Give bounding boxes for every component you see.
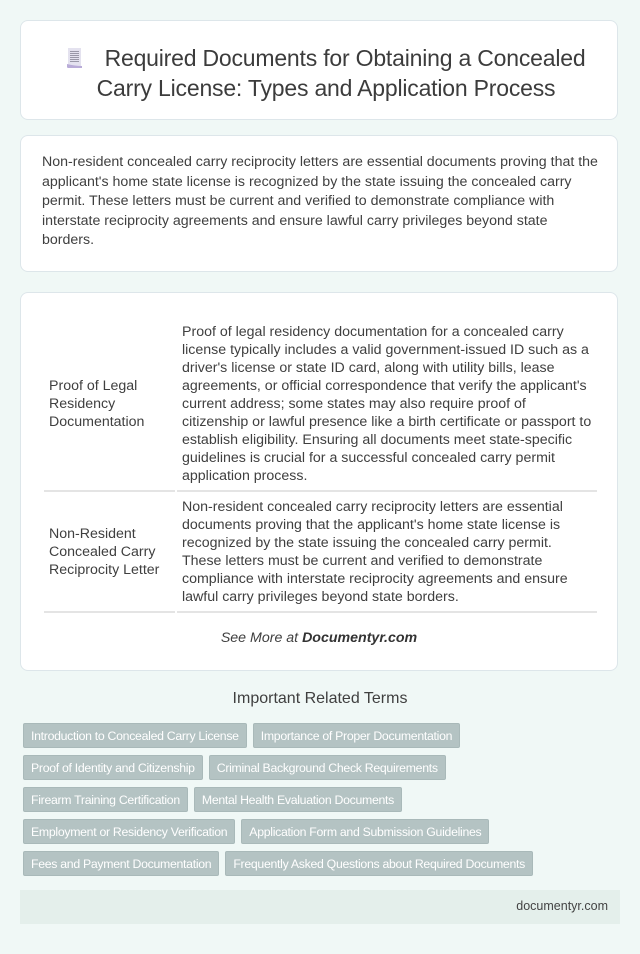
table-row xyxy=(44,317,597,492)
see-more-link[interactable]: Documentyr.com xyxy=(302,630,418,646)
tag-row xyxy=(23,787,583,812)
see-more-prefix: See More at xyxy=(220,630,303,646)
page-title-text: Required Documents for Obtaining a Concealed Carry License: Types and Application Process xyxy=(96,45,586,101)
document-name: Non-Resident Concealed Carry Reciprocity Letter xyxy=(44,492,175,613)
related-term-tag[interactable]: Proof of Identity and Citizenship xyxy=(23,755,203,780)
page-title xyxy=(45,43,607,103)
related-term-tag[interactable]: Importance of Proper Documentation xyxy=(253,723,460,748)
document-name: Proof of Legal Residency Documentation xyxy=(44,317,175,492)
related-term-tag[interactable]: Criminal Background Check Requirements xyxy=(209,755,446,780)
tag-row xyxy=(23,851,583,876)
related-term-tag[interactable]: Introduction to Concealed Carry License xyxy=(23,723,247,748)
related-term-tag[interactable]: Application Form and Submission Guidelines xyxy=(241,819,489,844)
document-description: Non-resident concealed carry reciprocity letters are essential documents proving that the applicant's home state license is recognized by the state issuing the concealed carry permit. These letters must be current and verified to demonstrate compliance with interstate reciprocity agreements and ensure lawful carry privileges beyond state borders. xyxy=(177,492,597,613)
related-term-tag[interactable]: Mental Health Evaluation Documents xyxy=(194,787,402,812)
header-card xyxy=(20,20,618,120)
summary-text: Non-resident concealed carry reciprocity letters are essential documents proving that the applicant's home state license is recognized by the state issuing the concealed carry permit. These letters must be current and verified to demonstrate compliance with interstate reciprocity agreements and ensure lawful carry privileges beyond state borders. xyxy=(42,154,598,248)
summary-card xyxy=(20,135,618,272)
tag-row xyxy=(23,755,583,780)
documents-table-card xyxy=(20,292,618,671)
document-description: Proof of legal residency documentation for a concealed carry license typically includes a valid government-issued ID such as a driver's license or state ID card, along with utility bills, lease agreements, or official correspondence that verify the applicant's current address; some states may also require proof of citizenship or lawful presence like a birth certificate or passport to establish eligibility. Ensuring all documents meet state-specific guidelines is crucial for a successful concealed carry permit application process. xyxy=(177,317,597,492)
footer xyxy=(20,890,620,924)
footer-link[interactable]: documentyr.com xyxy=(516,899,608,913)
related-term-tag[interactable]: Firearm Training Certification xyxy=(23,787,188,812)
tag-row xyxy=(23,723,583,748)
documents-table xyxy=(42,317,599,613)
related-term-tag[interactable]: Employment or Residency Verification xyxy=(23,819,235,844)
related-terms-title: Important Related Terms xyxy=(232,690,408,707)
related-term-tag[interactable]: Fees and Payment Documentation xyxy=(23,851,219,876)
tag-row xyxy=(23,819,583,844)
related-terms-list xyxy=(23,723,583,883)
see-more xyxy=(21,630,617,646)
document-icon xyxy=(67,45,83,65)
related-term-tag[interactable]: Frequently Asked Questions about Required Documents xyxy=(225,851,533,876)
table-row xyxy=(44,492,597,613)
